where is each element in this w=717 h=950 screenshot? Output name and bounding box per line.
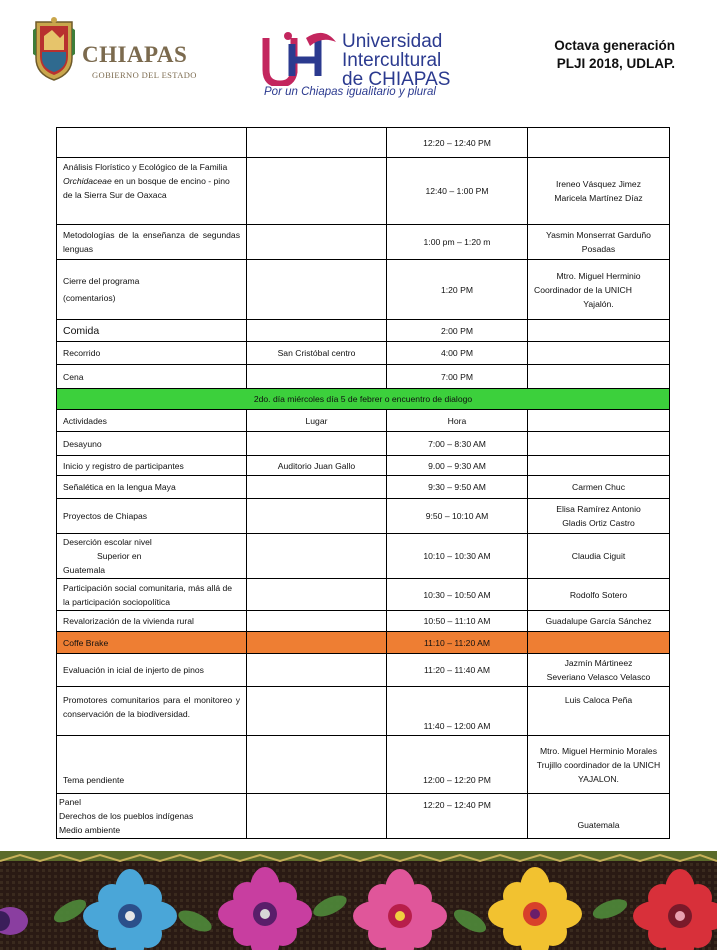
time-cell: 9:30 – 9:50 AM: [387, 476, 528, 499]
speaker-cell: [528, 342, 670, 365]
unich-slogan: Por un Chiapas igualitario y plural: [264, 86, 436, 98]
activity-line: Superior en: [97, 551, 142, 561]
speaker-line: Jazmín Mártineez: [564, 658, 633, 668]
table-row: [57, 736, 670, 794]
place-cell: [247, 158, 387, 225]
place-cell: Auditorio Juan Gallo: [247, 456, 387, 476]
activity-cell: Metodologías de la enseñanza de segundas lenguas: [57, 225, 247, 260]
speaker-line: Mtro. Miguel Herminio Morales: [539, 745, 657, 756]
activity-cell: [57, 794, 247, 839]
activity-line: (comentarios): [63, 293, 116, 303]
unich-logo: [262, 30, 452, 102]
time-cell: 11:10 – 11:20 AM: [387, 632, 528, 654]
activity-cell: Participación social comunitaria, más allá de la participación sociopolítica: [57, 579, 247, 611]
speaker-cell: [528, 736, 670, 794]
time-cell: 12:00 – 12:20 PM: [387, 736, 528, 794]
speaker-line: Mtro. Miguel Herminio: [556, 270, 641, 281]
speaker-cell: [528, 158, 670, 225]
place-cell: [247, 736, 387, 794]
speaker-cell: [528, 260, 670, 320]
activity-cell: Coffe Brake: [57, 632, 247, 654]
speaker-line: Ireneo Vásquez Jimez: [555, 179, 642, 189]
table-row: [57, 687, 670, 736]
activity-cell: Evaluación in icial de injerto de pinos: [57, 654, 247, 687]
place-cell: [247, 534, 387, 579]
speaker-line: Elisa Ramírez Antonio: [556, 504, 641, 514]
place-cell: [247, 611, 387, 632]
place-cell: [247, 128, 387, 158]
place-cell: [247, 579, 387, 611]
table-row: [57, 579, 670, 611]
speaker-cell: Guadalupe García Sánchez: [528, 611, 670, 632]
activity-cell: Desayuno: [57, 432, 247, 456]
table-row: [57, 342, 670, 365]
speaker-line: Posadas: [581, 244, 616, 254]
activity-cell: Tema pendiente: [57, 736, 247, 794]
speaker-cell: [528, 128, 670, 158]
time-cell: 2:00 PM: [387, 320, 528, 342]
day2-banner-row: [57, 389, 670, 410]
place-cell: San Cristóbal centro: [247, 342, 387, 365]
activity-line: Panel: [59, 797, 81, 807]
table-row: [57, 499, 670, 534]
time-cell: 7:00 – 8:30 AM: [387, 432, 528, 456]
speaker-line: Maricela Martínez Díaz: [554, 193, 643, 203]
time-cell: 9.00 – 9:30 AM: [387, 456, 528, 476]
activity-text: en un bosque de encino - pino de la Sierra Sur de Oaxaca: [63, 176, 230, 200]
time-cell: 12:40 – 1:00 PM: [387, 158, 528, 225]
speaker-line: Yajalón.: [583, 298, 614, 309]
chiapas-government-logo: [30, 16, 200, 88]
header-speaker: [528, 410, 670, 432]
activity-cell: [57, 534, 247, 579]
speaker-cell: [528, 654, 670, 687]
time-cell: 1:00 pm – 1:20 m: [387, 225, 528, 260]
time-cell: 11:40 – 12:00 AM: [387, 687, 528, 736]
activity-cell: Proyectos de Chiapas: [57, 499, 247, 534]
table-row: [57, 432, 670, 456]
header-time: Hora: [387, 410, 528, 432]
chiapas-crest-icon: [30, 16, 78, 82]
table-row: [57, 654, 670, 687]
table-row: [57, 158, 670, 225]
activity-cell: [57, 260, 247, 320]
place-cell: [247, 476, 387, 499]
activity-line: Derechos de los pueblos indígenas: [59, 811, 194, 821]
header-place: Lugar: [247, 410, 387, 432]
activity-text: Análisis Florístico y Ecológico de la Familia: [63, 162, 228, 172]
header-activity: Actividades: [57, 410, 247, 432]
speaker-cell: [528, 632, 670, 654]
generation-title: [554, 37, 675, 73]
activity-cell: Revalorización de la vivienda rural: [57, 611, 247, 632]
activity-line: Cierre del programa: [63, 276, 140, 286]
table-row: [57, 260, 670, 320]
place-cell: [247, 432, 387, 456]
place-cell: [247, 794, 387, 839]
speaker-cell: [528, 225, 670, 260]
page-header: [0, 0, 717, 110]
table-row: [57, 456, 670, 476]
table-row: [57, 611, 670, 632]
speaker-cell: [528, 456, 670, 476]
place-cell: [247, 499, 387, 534]
time-cell: 10:10 – 10:30 AM: [387, 534, 528, 579]
speaker-cell: Claudia Ciguit: [528, 534, 670, 579]
activity-cell: Cena: [57, 365, 247, 389]
speaker-line: Trujillo coordinador de la UNICH: [536, 759, 661, 770]
activity-cell: [57, 158, 247, 225]
table-row: [57, 534, 670, 579]
place-cell: [247, 320, 387, 342]
place-cell: [247, 687, 387, 736]
activity-cell: Comida: [57, 320, 247, 342]
time-cell: 10:30 – 10:50 AM: [387, 579, 528, 611]
table-row: [57, 365, 670, 389]
activity-line: Medio ambiente: [59, 825, 121, 835]
table-row: [57, 794, 670, 839]
activity-cell: Inicio y registro de participantes: [57, 456, 247, 476]
place-cell: [247, 365, 387, 389]
speaker-cell: [528, 499, 670, 534]
speaker-cell: Guatemala: [528, 794, 670, 839]
speaker-cell: [528, 432, 670, 456]
place-cell: [247, 654, 387, 687]
coffee-break-row: [57, 632, 670, 654]
generation-line-1: Octava generación: [554, 38, 675, 53]
activity-cell: Promotores comunitarios para el monitoreo y conservación de la biodiversidad.: [57, 687, 247, 736]
unich-monogram-icon: [262, 30, 340, 86]
speaker-cell: Luis Caloca Peña: [528, 687, 670, 736]
time-cell: 1:20 PM: [387, 260, 528, 320]
place-cell: [247, 632, 387, 654]
speaker-cell: Carmen Chuc: [528, 476, 670, 499]
gobierno-subtitle: GOBIERNO DEL ESTADO: [92, 70, 197, 80]
speaker-line: YAJALON.: [578, 773, 619, 784]
speaker-line: Severiano Velasco Velasco: [546, 672, 651, 682]
place-cell: [247, 225, 387, 260]
time-cell: 10:50 – 11:10 AM: [387, 611, 528, 632]
unich-line-2: Intercultural: [342, 50, 442, 71]
table-row: [57, 476, 670, 499]
time-cell: 12:20 – 12:40 PM: [387, 794, 528, 839]
time-cell: 4:00 PM: [387, 342, 528, 365]
table-row: [57, 225, 670, 260]
chiapas-title: CHIAPAS: [82, 42, 188, 67]
day2-banner: 2do. día miércoles día 5 de febrer o encuentro de dialogo: [57, 389, 670, 410]
time-cell: 11:20 – 11:40 AM: [387, 654, 528, 687]
generation-line-2: PLJI 2018, UDLAP.: [556, 56, 675, 71]
unich-line-3: de CHIAPAS: [342, 69, 451, 90]
speaker-line: Gladis Ortiz Castro: [562, 518, 635, 528]
time-cell: 9:50 – 10:10 AM: [387, 499, 528, 534]
unich-name: [342, 32, 450, 89]
table-header-row: [57, 410, 670, 432]
place-cell: [247, 260, 387, 320]
speaker-line: Yasmin Monserrat Garduño: [546, 230, 651, 240]
activity-cell: Señalética en la lengua Maya: [57, 476, 247, 499]
table-row: [57, 128, 670, 158]
activity-italic-text: Orchidaceae: [63, 176, 112, 186]
activity-line: Deserción escolar nivel: [63, 537, 152, 547]
speaker-cell: Rodolfo Sotero: [528, 579, 670, 611]
unich-line-1: Universidad: [342, 31, 443, 52]
embroidered-flower-border: [0, 851, 717, 950]
speaker-cell: [528, 365, 670, 389]
activity-cell: [57, 128, 247, 158]
time-cell: 7:00 PM: [387, 365, 528, 389]
table-row: [57, 320, 670, 342]
schedule-table: [56, 127, 670, 839]
activity-cell: Recorrido: [57, 342, 247, 365]
speaker-cell: [528, 320, 670, 342]
activity-line: Guatemala: [63, 565, 106, 575]
speaker-line: Coordinador de la UNICH: [534, 284, 632, 295]
time-cell: 12:20 – 12:40 PM: [387, 128, 528, 158]
